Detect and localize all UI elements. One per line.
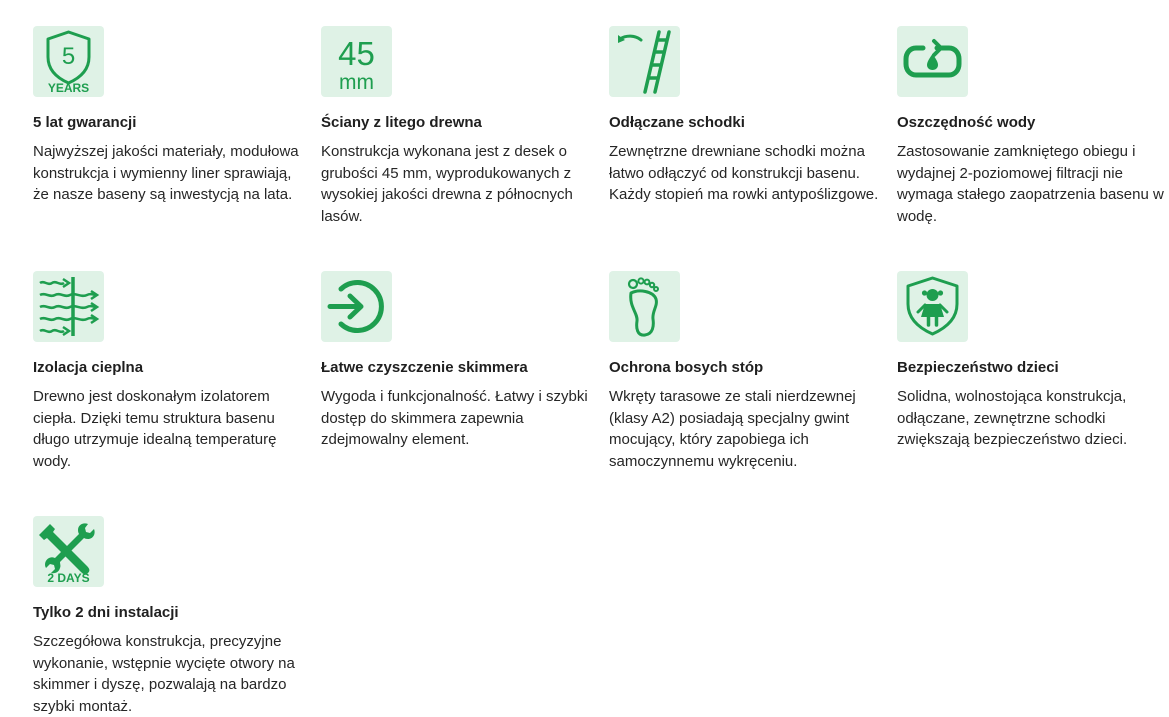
child-shield-icon bbox=[897, 271, 968, 342]
skimmer-login-icon bbox=[321, 271, 392, 342]
shield-5-years-icon bbox=[33, 26, 104, 97]
svg-text:2 DAYS: 2 DAYS bbox=[47, 571, 90, 585]
feature-warranty bbox=[33, 26, 303, 206]
feature-description: Drewno jest doskonałym izolatorem ciepła. Dzięki temu struktura basenu długo utrzymuje idealną temperaturę wody. bbox=[33, 388, 277, 470]
svg-text:5: 5 bbox=[61, 43, 76, 70]
feature-water-saving bbox=[897, 26, 1167, 227]
feature-title: 5 lat gwarancji bbox=[33, 114, 137, 131]
feature-title: Izolacja cieplna bbox=[33, 359, 144, 376]
45-mm-icon bbox=[321, 26, 392, 97]
feature-barefoot-protection bbox=[609, 271, 879, 472]
feature-description: Wygoda i funkcjonalność. Łatwy i szybki dostęp do skimmera zapewnia zdejmowalny element. bbox=[321, 388, 588, 448]
feature-quick-installation bbox=[33, 516, 303, 717]
feature-description: Szczegółowa konstrukcja, precyzyjne wykonanie, wstępnie wycięte otwory na skimmer i dyszę, pozwalają na bardzo szybki montaż. bbox=[33, 633, 295, 715]
feature-title: Bezpieczeństwo dzieci bbox=[897, 359, 1059, 376]
feature-description: Wkręty tarasowe ze stali nierdzewnej (klasy A2) posiadają specjalny gwint mocujący, który zapobiega ich samoczynnemu wykręceniu. bbox=[609, 388, 856, 470]
feature-detachable-stairs bbox=[609, 26, 879, 206]
feature-thermal-insulation bbox=[33, 271, 303, 472]
thermal-insulation-icon bbox=[33, 271, 104, 342]
feature-skimmer-cleaning bbox=[321, 271, 591, 451]
svg-text:45: 45 bbox=[338, 35, 375, 72]
water-recycle-icon bbox=[897, 26, 968, 97]
feature-title: Łatwe czyszczenie skimmera bbox=[321, 359, 528, 376]
feature-child-safety bbox=[897, 271, 1167, 451]
footprint-icon bbox=[609, 271, 680, 342]
feature-description: Zastosowanie zamkniętego obiegu i wydajnej 2-poziomowej filtracji nie wymaga stałego zaopatrzenia basenu w wodę. bbox=[897, 143, 1164, 225]
feature-title: Odłączane schodki bbox=[609, 114, 745, 131]
feature-description: Konstrukcja wykonana jest z desek o grubości 45 mm, wyprodukowanych z wysokiej jakości drewna z północnych lasów. bbox=[321, 143, 573, 225]
feature-title: Tylko 2 dni instalacji bbox=[33, 604, 179, 621]
feature-description: Solidna, wolnostojąca konstrukcja, odłączane, zewnętrzne schodki zwiększają bezpieczeństwo dzieci. bbox=[897, 388, 1128, 448]
svg-text:YEARS: YEARS bbox=[47, 81, 90, 95]
feature-title: Ściany z litego drewna bbox=[321, 114, 482, 131]
svg-text:mm: mm bbox=[339, 71, 374, 94]
tools-2-days-icon bbox=[33, 516, 104, 587]
ladder-icon bbox=[609, 26, 680, 97]
feature-description: Najwyższej jakości materiały, modułowa konstrukcja i wymienny liner sprawiają, że nasze baseny są inwestycją na lata. bbox=[33, 143, 299, 203]
feature-title: Oszczędność wody bbox=[897, 114, 1036, 131]
feature-title: Ochrona bosych stóp bbox=[609, 359, 764, 376]
feature-description: Zewnętrzne drewniane schodki można łatwo odłączyć od konstrukcji basenu. Każdy stopień ma rowki antypoślizgowe. bbox=[609, 143, 879, 203]
feature-solid-wood-walls bbox=[321, 26, 591, 227]
